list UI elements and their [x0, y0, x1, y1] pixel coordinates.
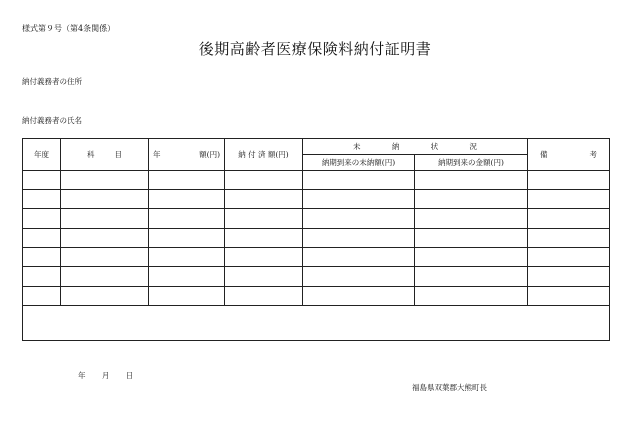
table-row [23, 209, 610, 228]
payment-table [22, 138, 610, 341]
header-year: 年度 [23, 139, 61, 171]
header-item: 科 目 [61, 139, 149, 171]
table-row [23, 267, 610, 286]
issue-date-line: 年 月 日 [78, 371, 134, 380]
header-annual-amount: 年 額(円) [149, 139, 225, 171]
table-row [23, 170, 610, 189]
document-title: 後期高齢者医療保険料納付証明書 [198, 40, 432, 58]
subheader-unpaid-due: 納期到来の未納額(円) [303, 155, 415, 170]
header-unpaid-status: 未 納 状 況 [303, 139, 528, 155]
header-remarks: 備 考 [528, 139, 610, 171]
header-paid-amount: 納 付 済 額(円) [225, 139, 303, 171]
payer-address-label: 納付義務者の住所 [22, 77, 82, 86]
payer-name-label: 納付義務者の氏名 [22, 116, 82, 125]
table-row [23, 248, 610, 267]
form-number: 様式第９号（第4条関係） [22, 24, 116, 33]
table-row [23, 286, 610, 305]
table-row [23, 189, 610, 208]
table-footer-box [23, 306, 610, 341]
issuer-name: 福島県双葉郡大熊町長 [412, 383, 487, 392]
subheader-not-due: 納期到来の金額(円) [415, 155, 528, 170]
table-row [23, 228, 610, 247]
